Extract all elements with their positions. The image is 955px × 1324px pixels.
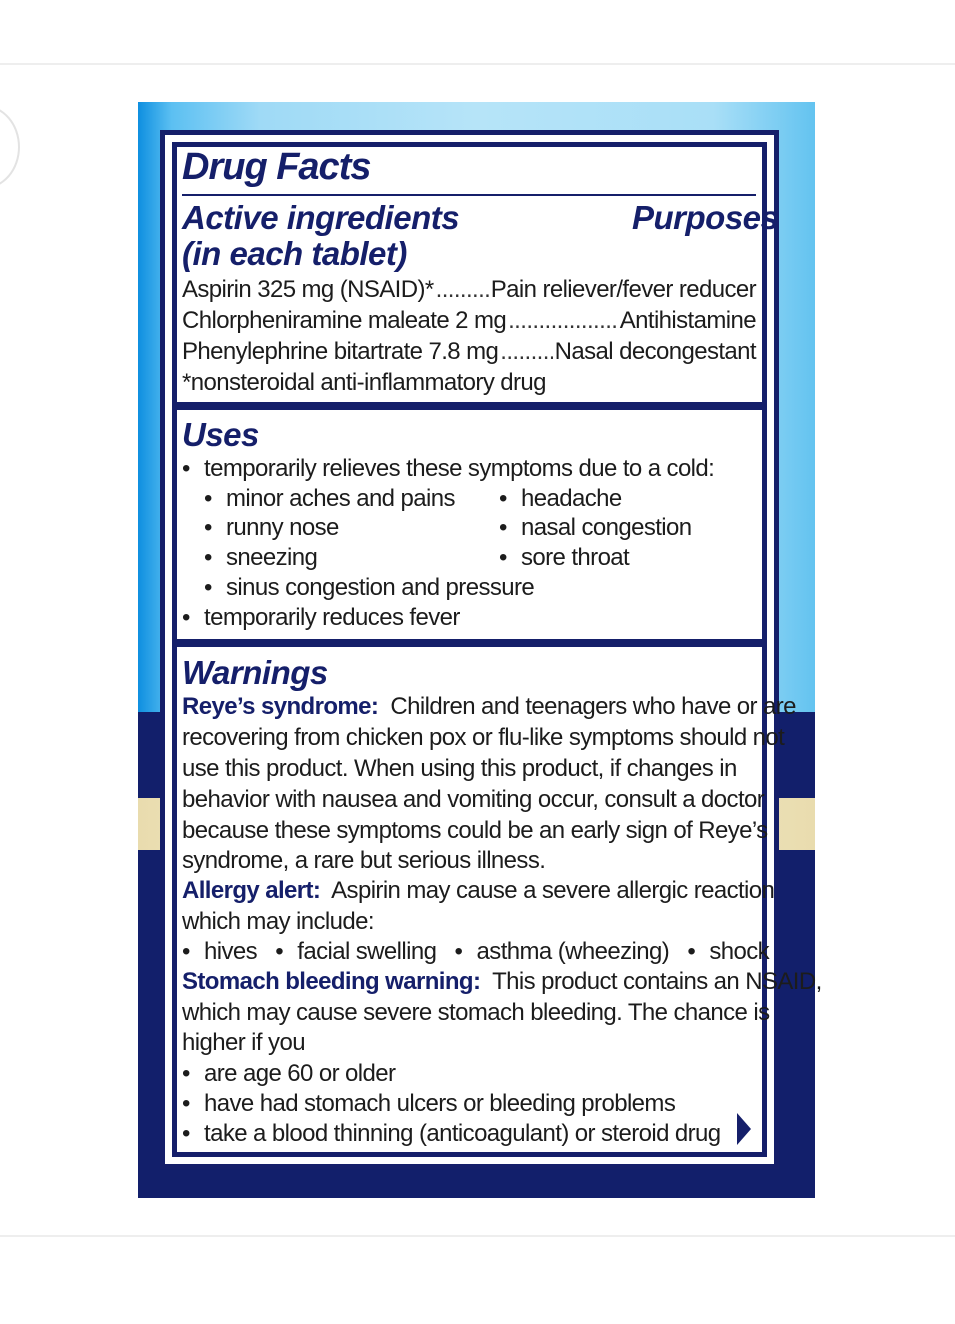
purposes-heading: Purposes bbox=[632, 199, 779, 236]
uses-heading: Uses bbox=[182, 416, 259, 453]
stomach-line-1: Stomach bleeding warning: This product contains an NSAID, bbox=[182, 968, 822, 995]
stomach-label: Stomach bleeding warning: bbox=[182, 968, 481, 995]
reye-label: Reye’s syndrome: bbox=[182, 693, 379, 720]
ingredient-name: Phenylephrine bitartrate 7.8 mg bbox=[182, 338, 499, 365]
ingredient-row-aspirin bbox=[182, 276, 756, 304]
allergy-item: • facial swelling bbox=[275, 938, 436, 965]
carousel-prev-button[interactable] bbox=[0, 105, 20, 189]
drug-facts-title: Drug Facts bbox=[182, 146, 371, 188]
leader-dots bbox=[508, 307, 618, 335]
ingredient-name: Aspirin 325 mg (NSAID)* bbox=[182, 276, 434, 303]
nsaid-footnote: *nonsteroidal anti-inflammatory drug bbox=[182, 369, 546, 396]
uses-item-intro: • temporarily relieves these symptoms due to a cold: bbox=[182, 455, 714, 483]
allergy-items bbox=[182, 938, 769, 966]
allergy-label: Allergy alert: bbox=[182, 877, 321, 904]
stomach-line-2: which may cause severe stomach bleeding. The chance is bbox=[182, 999, 770, 1026]
ingredient-name: Chlorpheniramine maleate 2 mg bbox=[182, 307, 507, 334]
reye-line-5: because these symptoms could be an early sign of Reye’s bbox=[182, 817, 768, 844]
uses-subitem: • sneezing bbox=[204, 544, 317, 572]
allergy-item: • asthma (wheezing) bbox=[455, 938, 670, 965]
allergy-line-1: Allergy alert: Aspirin may cause a severe allergic reaction bbox=[182, 877, 775, 904]
allergy-item: • shock bbox=[687, 938, 769, 965]
ingredient-row-phenylephrine bbox=[182, 338, 756, 366]
stomach-item: • are age 60 or older bbox=[182, 1060, 395, 1088]
warnings-heading: Warnings bbox=[182, 654, 328, 691]
uses-subitem: • minor aches and pains bbox=[204, 485, 455, 513]
allergy-item: • hives bbox=[182, 938, 257, 965]
section-divider-uses bbox=[172, 402, 767, 410]
uses-subitem: • headache bbox=[499, 485, 622, 513]
stomach-item: • take a blood thinning (anticoagulant) or steroid drug bbox=[182, 1120, 721, 1148]
page-divider-top bbox=[0, 63, 955, 65]
uses-subitem: • sore throat bbox=[499, 544, 629, 572]
uses-subitem: • sinus congestion and pressure bbox=[204, 574, 534, 602]
section-divider-warnings bbox=[172, 639, 767, 647]
ingredient-purpose: Antihistamine bbox=[619, 307, 756, 334]
uses-subitem: • nasal congestion bbox=[499, 514, 692, 542]
ingredient-purpose: Pain reliever/fever reducer bbox=[490, 276, 756, 303]
title-rule bbox=[182, 194, 756, 196]
uses-subitem: • runny nose bbox=[204, 514, 339, 542]
leader-dots bbox=[436, 276, 489, 304]
reye-line-1: Reye’s syndrome: Children and teenagers who have or are bbox=[182, 693, 796, 720]
ingredient-row-chlorpheniramine bbox=[182, 307, 756, 335]
uses-item-fever: • temporarily reduces fever bbox=[182, 604, 460, 632]
reye-line-4: behavior with nausea and vomiting occur, consult a doctor bbox=[182, 786, 765, 813]
leader-dots bbox=[500, 338, 552, 366]
stomach-item: • have had stomach ulcers or bleeding problems bbox=[182, 1090, 675, 1118]
allergy-line-2: which may include: bbox=[182, 908, 374, 935]
ingredient-purpose: Nasal decongestant bbox=[554, 338, 756, 365]
active-ingredients-subheading: (in each tablet) bbox=[182, 235, 407, 272]
reye-line-3: use this product. When using this product, if changes in bbox=[182, 755, 737, 782]
page-divider-bottom bbox=[0, 1235, 955, 1237]
stomach-line-3: higher if you bbox=[182, 1029, 305, 1056]
triangle-right-icon bbox=[737, 1113, 751, 1145]
active-ingredients-heading: Active ingredients bbox=[182, 199, 460, 236]
reye-line-6: syndrome, a rare but serious illness. bbox=[182, 847, 546, 874]
reye-line-2: recovering from chicken pox or flu-like symptoms should not bbox=[182, 724, 785, 751]
